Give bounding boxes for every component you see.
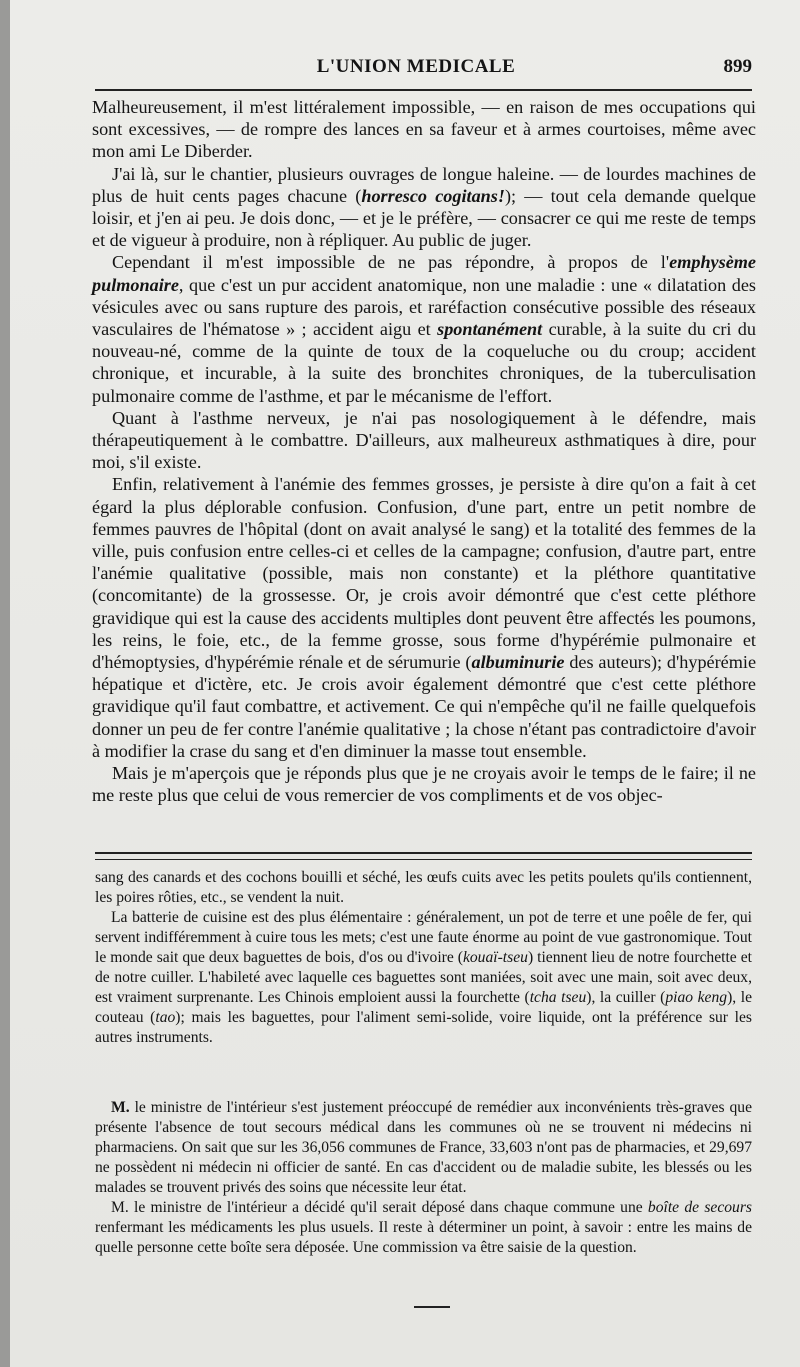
- news-text-2b: renfermant les médicaments les plus usuels. Il reste à déterminer un point, à savoir : entre les mains de quelle personne cette boîte sera déposée. Une commission va être saisie de la question.: [95, 1219, 752, 1256]
- p2-text-b: ); — tout cela demande quelque loisir, et j'en ai peu. Je dois donc, — et je le préfère, — consacrer ce qui me reste de temps et de vigueur à produire, non à répliquer. Au public de juger.: [92, 185, 756, 251]
- p5-italic: albuminurie: [471, 652, 565, 673]
- news-paragraph-2: [95, 1198, 752, 1258]
- page-number: 899: [723, 56, 752, 77]
- running-title: L'UNION MEDICALE: [316, 56, 516, 77]
- news-text-1: le ministre de l'intérieur s'est justement préoccupé de remédier aux inconvénients très-graves que présente l'absence de tout secours médical dans les communes où ne se trouvent ni médecins ni pharmaciens. On sait que sur les 36,056 communes de France, 33,603 n'ont pas de pharmacies, et 29,697 ne possèdent ni médecin ni officier de santé. En cas d'accident ou de maladie subite, les blessés ou les malades se trouvent privés des soins que nécessite leur état.: [95, 1099, 752, 1196]
- p2-text-a: J'ai là, sur le chantier, plusieurs ouvrages de longue haleine. — de lourdes machines de plus de huit cents pages chacune (: [92, 163, 756, 206]
- news-initial: M.: [111, 1099, 130, 1116]
- n2-text-e: ); mais les baguettes, pour l'aliment semi-solide, voire liquide, ont la préférence sur les autres instruments.: [95, 1009, 753, 1046]
- p3-text-c: curable, à la suite du cri du nouveau-né, comme de la quinte de toux de la coqueluche ou du croup; accident chronique, et incurable, à la suite des bronchites chroniques, de la tuberculisation pulmonaire comme de l'asthme, et par le mécanisme de l'effort.: [92, 319, 756, 406]
- main-text: [92, 96, 756, 807]
- n2-text-b: ) tiennent lieu de notre fourchette et de notre cuiller. L'habileté avec laquelle ces baguettes sont maniées, soit avec une main, soit avec deux, est vraiment surprenante. Les Chinois emploient aussi la fourchette (: [95, 949, 752, 1006]
- news-paragraph-1: [95, 1098, 752, 1198]
- header-rule: [95, 89, 752, 91]
- n2-italic-4: tao: [155, 1009, 176, 1026]
- p5-text-b: des auteurs); d'hypérémie hépatique et d'ictère, etc. Je crois avoir également démontré que c'est cette pléthore gravidique qu'il faut combattre, et activement. Ce qui n'empêche qu'il ne faille quelquefois donner un peu de fer contre l'anémie qualitative ; la chose n'étant pas contradictoire d'avoir à modifier la crase du sang et d'en diminuer la masse tout ensemble.: [92, 652, 757, 761]
- p3-italic-2: spontanément: [437, 319, 543, 340]
- news-italic: boîte de secours: [647, 1199, 752, 1216]
- n2-italic-2: tcha tseu: [529, 989, 587, 1006]
- news-section: [95, 1098, 752, 1258]
- p3-text-b: , que c'est un pur accident anatomique, non une maladie : une « dilatation des vésicules avec ou sans rupture des parois, et raréfaction consécutive possible des réseaux vasculaires de l'hématose » ; accident aigu et: [92, 274, 756, 340]
- p2-italic: horresco cogitans!: [361, 185, 505, 206]
- p5-text-a: Enfin, relativement à l'anémie des femmes grosses, je persiste à dire qu'on a fait à cet égard la plus déplorable confusion. Confusion, d'une part, entre un petit nombre de femmes pauvres de l'hôpital (dont on avait analysé le sang) et la totalité des femmes de la ville, puis confusion entre celles-ci et celles de la campagne; confusion, d'autre part, entre l'anémie qualitative (possible, mais non constante) et la pléthore quantitative (concomitante) de la grossesse. Or, je crois avoir démontré que c'est cette pléthore gravidique qui est la cause des accidents multiples dont peuvent être affectés les poumons, les reins, le foie, etc., de la femme grosse, sous forme d'hypérémie pulmonaire et d'hémoptysies, d'hypérémie rénale et de sérumurie (: [92, 474, 756, 673]
- n2-italic-1: kouaï-tseu: [462, 949, 528, 966]
- paragraph-2: [92, 163, 756, 252]
- paragraph-4: Quant à l'asthme nerveux, je n'ai pas nosologiquement à le défendre, mais thérapeutiquement à le combattre. D'ailleurs, aux malheureux asthmatiques à dire, pour moi, s'il existe.: [92, 407, 756, 473]
- note-paragraph-1: sang des canards et des cochons bouilli et séché, les œufs cuits avec les petits poulets qu'ils contiennent, les poires rôties, etc., se vendent la nuit.: [95, 869, 752, 906]
- n2-text-c: ), la cuiller (: [586, 989, 666, 1006]
- end-rule: [414, 1306, 450, 1308]
- n2-italic-3: piao keng: [665, 989, 728, 1006]
- footnote-text: [95, 868, 752, 1048]
- p3-italic-1: emphysème pulmonaire: [92, 252, 756, 295]
- n2-text-a: La batterie de cuisine est des plus élémentaire : généralement, un pot de terre et une poêle de fer, qui servent indifféremment à cuire tous les mets; c'est une faute énorme au point de vue gastronomique. Tout le monde sait que deux baguettes de bois, d'os ou d'ivoire (: [95, 909, 752, 966]
- news-text-2a: M. le ministre de l'intérieur a décidé qu'il serait déposé dans chaque commune une: [111, 1199, 648, 1216]
- page-header: [80, 56, 752, 86]
- n2-text-d: ), le couteau (: [95, 989, 752, 1026]
- paragraph-3: [92, 251, 756, 406]
- paragraph-6: Mais je m'aperçois que je réponds plus que je ne croyais avoir le temps de le faire; il ne me reste plus que celui de vous remercier de vos compliments et de vos objec-: [92, 763, 756, 806]
- p3-text-a: Cependant il m'est impossible de ne pas répondre, à propos de l': [112, 252, 670, 273]
- paragraph-5: [92, 473, 756, 762]
- paragraph-1: Malheureusement, il m'est littéralement impossible, — en raison de mes occupations qui sont excessives, — de rompre des lances en sa faveur et à armes courtoises, même avec mon ami Le Diberder.: [92, 97, 756, 162]
- footnote-separator: [95, 852, 752, 860]
- note-paragraph-2: [95, 908, 752, 1048]
